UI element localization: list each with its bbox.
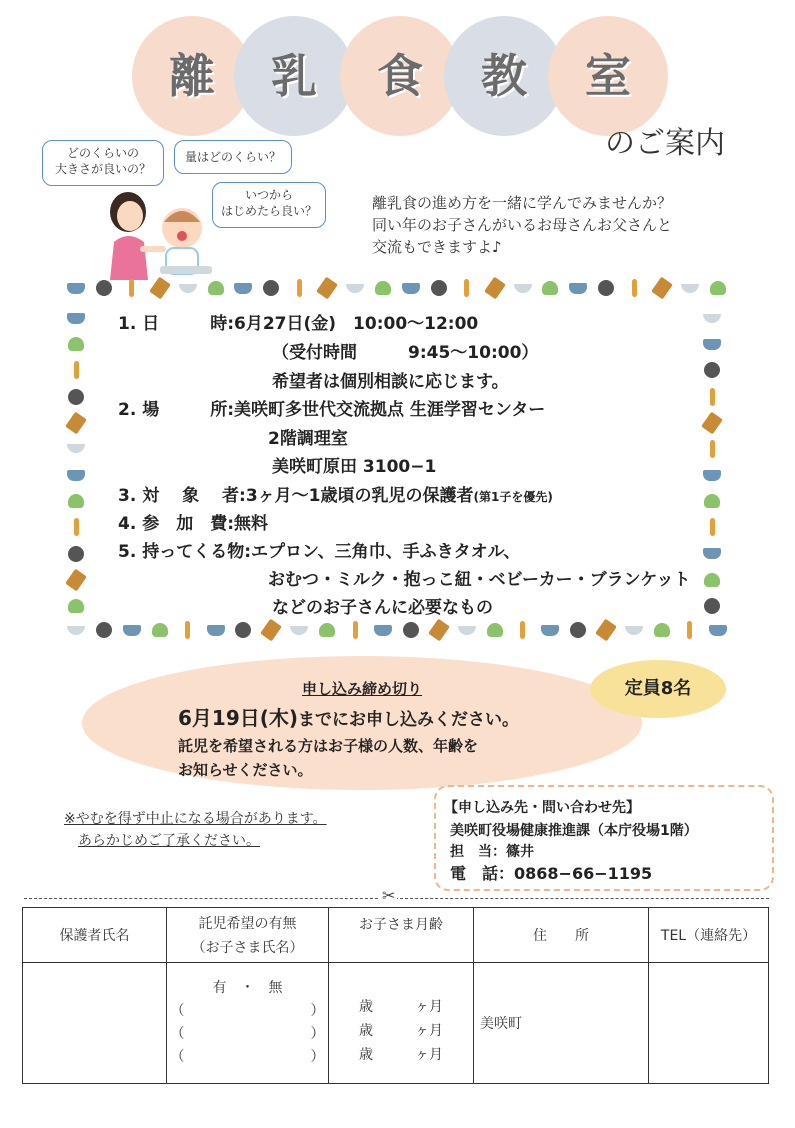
contact-phone: 電 話：0868−66−1195	[450, 864, 653, 883]
ladle-icon	[702, 517, 722, 537]
cutting-board-icon	[652, 278, 672, 298]
bowl-icon	[345, 278, 365, 298]
pan-icon	[596, 278, 616, 298]
detail-value: 6月27日(金) 10:00〜12:00	[234, 314, 479, 334]
detail-bring-line3: などのお子さんに必要なもの	[272, 598, 493, 618]
title-char: 離	[169, 49, 215, 103]
bowl-icon	[178, 278, 198, 298]
header-tel: TEL（連絡先）	[649, 908, 769, 963]
cutting-board-icon	[596, 620, 616, 640]
kettle-icon	[652, 620, 672, 640]
ladle-icon	[457, 278, 477, 298]
notice-line: ※やむを得ず中止になる場合があります。	[64, 811, 327, 827]
ladle-icon	[702, 387, 722, 407]
ladle-icon	[178, 620, 198, 640]
bowl-icon	[289, 620, 309, 640]
age-slot: 歳 ヶ月	[359, 998, 443, 1015]
address-prefix: 美咲町	[480, 1016, 522, 1032]
detail-fee	[118, 509, 268, 534]
cutting-board-icon	[485, 278, 505, 298]
pan-icon	[429, 278, 449, 298]
deadline-note	[178, 734, 478, 782]
detail-consult: 希望者は個別相談に応じます。	[272, 372, 509, 392]
header-childcare-line: （お子さま氏名）	[191, 940, 304, 956]
header-childcare	[167, 908, 329, 963]
cutting-board-icon	[702, 413, 722, 433]
childcare-choice: 有 ・ 無	[212, 980, 283, 996]
detail-value: エプロン、三角巾、手ふきタオル、	[251, 542, 521, 562]
header-address: 住 所	[474, 908, 649, 963]
address-field[interactable]	[474, 963, 649, 1084]
guardian-name-field[interactable]	[23, 963, 167, 1084]
pan-icon	[94, 278, 114, 298]
detail-value: 美咲町多世代交流拠点 生涯学習センター	[234, 400, 546, 420]
header-guardian: 保護者氏名	[23, 908, 167, 963]
intro-line: 交流もできますよ♪	[372, 238, 502, 256]
cancellation-notice	[64, 808, 327, 852]
detail-label: 1. 日 時:	[118, 314, 235, 334]
tel-field[interactable]	[649, 963, 769, 1084]
cutting-board-icon	[429, 620, 449, 640]
ladle-icon	[66, 517, 86, 537]
age-field[interactable]	[329, 963, 474, 1084]
deadline-date-value: 6月19日(木)	[178, 706, 299, 730]
detail-bring	[118, 537, 520, 562]
ladle-icon	[122, 278, 142, 298]
kettle-icon	[66, 491, 86, 511]
cutting-board-icon	[317, 278, 337, 298]
bubble-text: いつから	[244, 188, 293, 202]
pan-icon	[261, 278, 281, 298]
age-slot: 歳 ヶ月	[359, 1046, 443, 1063]
detail-target	[118, 481, 553, 506]
pan-icon	[66, 544, 86, 564]
detail-label: 5. 持ってくる物:	[118, 542, 252, 562]
bowl-icon	[680, 278, 700, 298]
pot-icon	[708, 620, 728, 640]
kettle-icon	[206, 278, 226, 298]
kettle-icon	[317, 620, 337, 640]
child-name-slot: （ ）	[170, 1049, 325, 1065]
frame-border-top	[66, 278, 728, 304]
intro-line: 同い年のお子さんがいるお母さんお父さんと	[372, 216, 673, 234]
pan-icon	[233, 620, 253, 640]
detail-label: 3. 対 象 者:	[118, 486, 246, 506]
bowl-icon	[66, 439, 86, 459]
pan-icon	[401, 620, 421, 640]
kettle-icon	[66, 334, 86, 354]
deadline-title: 申し込み締め切り	[302, 680, 423, 698]
ladle-icon	[624, 278, 644, 298]
bowl-icon	[702, 308, 722, 328]
age-slot: 歳 ヶ月	[359, 1022, 443, 1039]
detail-place-room: 2階調理室	[268, 429, 348, 449]
deadline-date-suffix: までにお申し込みください。	[298, 710, 520, 730]
header-age: お子さま月齢	[329, 908, 474, 963]
intro-text	[372, 192, 672, 258]
pot-icon	[702, 465, 722, 485]
title-char: 食	[377, 49, 423, 103]
title-char: 教	[481, 49, 527, 103]
ladle-icon	[345, 620, 365, 640]
title-char: 室	[585, 49, 631, 103]
frame-border-right	[702, 308, 728, 616]
pot-icon	[66, 278, 86, 298]
pan-icon	[94, 620, 114, 640]
detail-place	[118, 395, 545, 420]
detail-place-address: 美咲町原田 3100−1	[272, 457, 437, 477]
kettle-icon	[66, 596, 86, 616]
detail-reception: （受付時間 9:45〜10:00）	[272, 343, 539, 363]
ladle-icon	[680, 620, 700, 640]
pot-icon	[373, 620, 393, 640]
pan-icon	[66, 387, 86, 407]
page-subtitle: のご案内	[605, 126, 725, 161]
ladle-icon	[66, 360, 86, 380]
cutting-board-icon	[261, 620, 281, 640]
kettle-icon	[702, 570, 722, 590]
bubble-text: 大きさが良いの？	[54, 162, 151, 176]
bowl-icon	[66, 620, 86, 640]
speech-bubble	[42, 140, 164, 186]
pot-icon	[233, 278, 253, 298]
deadline-note-line: 託児を希望される方はお子様の人数、年齢を	[178, 737, 479, 755]
ladle-icon	[513, 620, 533, 640]
frame-border-left	[66, 308, 92, 616]
child-name-slot: （ ）	[170, 1026, 325, 1042]
intro-line: 離乳食の進め方を一緒に学んでみませんか？	[372, 194, 673, 212]
bubble-text: はじめたら良い？	[220, 204, 317, 218]
cutting-board-icon	[150, 278, 170, 298]
speech-bubble	[212, 182, 326, 228]
contact-department: 美咲町役場健康推進課（本庁役場1階）	[450, 823, 698, 839]
notice-line: あらかじめご了承ください。	[78, 833, 260, 849]
pot-icon	[66, 465, 86, 485]
kettle-icon	[150, 620, 170, 640]
header-childcare-line: 託児希望の有無	[198, 916, 297, 932]
detail-note: (第1子を優先)	[473, 490, 553, 504]
contact-person: 担 当：篠井	[450, 844, 534, 860]
pot-icon	[66, 308, 86, 328]
speech-bubble	[174, 140, 292, 174]
detail-date	[118, 309, 478, 334]
deadline-note-line: お知らせください。	[178, 761, 313, 779]
kettle-icon	[708, 278, 728, 298]
title-char: 乳	[271, 49, 317, 103]
bubble-text: どのくらいの	[66, 146, 139, 160]
detail-label: 4. 参 加 費:	[118, 514, 235, 534]
childcare-field[interactable]	[167, 963, 329, 1084]
frame-border-bottom	[66, 620, 728, 646]
contact-box	[434, 785, 774, 891]
cutting-board-icon	[66, 570, 86, 590]
bubble-text: 量はどのくらい？	[184, 150, 281, 164]
detail-label: 2. 場 所:	[118, 400, 235, 420]
kettle-icon	[540, 278, 560, 298]
bowl-icon	[513, 278, 533, 298]
ladle-icon	[289, 278, 309, 298]
pot-icon	[568, 278, 588, 298]
kettle-icon	[702, 491, 722, 511]
child-name-slot: （ ）	[170, 1003, 325, 1019]
contact-title: 【申し込み先・問い合わせ先】	[444, 800, 640, 816]
bowl-icon	[457, 620, 477, 640]
scissors-icon: ✂	[382, 886, 396, 905]
kettle-icon	[373, 278, 393, 298]
pot-icon	[702, 334, 722, 354]
application-form	[22, 907, 769, 1084]
cutting-board-icon	[66, 413, 86, 433]
pan-icon	[702, 360, 722, 380]
pot-icon	[401, 278, 421, 298]
pot-icon	[702, 544, 722, 564]
ladle-icon	[702, 439, 722, 459]
pot-icon	[206, 620, 226, 640]
deadline-date	[178, 702, 519, 731]
capacity-badge: 定員8名	[590, 660, 726, 718]
detail-value: 無料	[234, 514, 269, 534]
mother-baby-illustration	[100, 186, 220, 280]
pan-icon	[568, 620, 588, 640]
pan-icon	[702, 596, 722, 616]
pot-icon	[540, 620, 560, 640]
kettle-icon	[485, 620, 505, 640]
detail-value: 3ヶ月〜1歳頃の乳児の保護者	[245, 486, 474, 506]
detail-bring-line2: おむつ・ミルク・抱っこ紐・ベビーカー・ブランケット	[268, 570, 691, 590]
pot-icon	[122, 620, 142, 640]
bowl-icon	[624, 620, 644, 640]
